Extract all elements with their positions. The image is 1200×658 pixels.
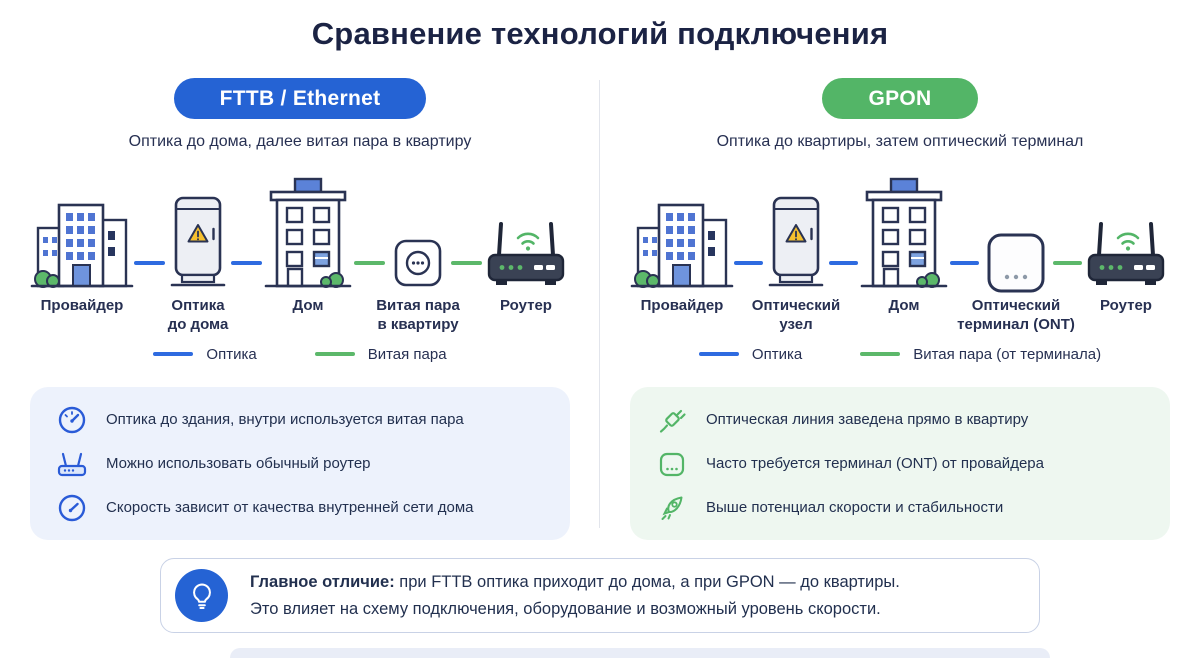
street-cabinet-icon [765, 193, 827, 289]
node-label: Роутер [500, 297, 552, 314]
callout-line2: Это влияет на схему подключения, оборудование и возможный уровень скорости. [250, 599, 881, 618]
optic-line [231, 261, 262, 265]
fiber-plug-icon [656, 405, 688, 435]
callout-line1: при FTTB оптика приходит до дома, а при GPON — до квартиры. [394, 572, 900, 591]
ont-terminal-icon [985, 231, 1047, 295]
wall-outlet-icon [393, 237, 443, 289]
gpon-column [600, 78, 1200, 540]
comparison-columns [0, 78, 1200, 540]
column-divider [599, 80, 600, 528]
gpon-node-house [858, 175, 950, 335]
twisted-pair-line [1053, 261, 1082, 265]
legend-item-twisted-pair: Витая пара (от терминала) [860, 346, 1101, 363]
fttb-node-cabinet [165, 193, 231, 335]
gpon-subtitle: Оптика до квартиры, затем оптический терминал [716, 133, 1084, 150]
speedometer-icon [56, 405, 88, 435]
fttb-subtitle: Оптика до дома, далее витая пара в квартиру [128, 133, 472, 150]
optic-line [829, 261, 858, 265]
optic-line-swatch [699, 352, 739, 356]
gpon-diagram [630, 163, 1170, 335]
fttb-legend [153, 343, 446, 365]
apartment-building-icon [264, 175, 352, 289]
node-label: Дом [292, 297, 324, 314]
fttb-infobox [30, 387, 570, 540]
fttb-node-provider [30, 189, 134, 335]
legend-item-twisted-pair: Витая пара [315, 346, 447, 363]
gpon-node-ont [957, 231, 1075, 335]
callout-lead: Главное отличие: [250, 572, 395, 591]
twisted-pair-line [451, 261, 482, 265]
optic-line [134, 261, 165, 265]
optic-line [950, 261, 979, 265]
node-label: Оптический терминал (ONT) [957, 297, 1075, 333]
node-label: Провайдер [640, 297, 724, 314]
fttb-node-router [482, 213, 570, 335]
gpon-feature-3: Выше потенциал скорости и стабильности [656, 492, 1144, 523]
router-icon [1084, 213, 1168, 289]
fttb-feature-3: Скорость зависит от качества внутренней сети дома [56, 492, 544, 523]
optic-line-swatch [153, 352, 193, 356]
fttb-feature-2: Можно использовать обычный роутер [56, 448, 544, 479]
twisted-pair-line [354, 261, 385, 265]
apartment-building-icon [860, 175, 948, 289]
fttb-feature-1: Оптика до здания, внутри используется витая пара [56, 404, 544, 435]
twisted-pair-swatch [315, 352, 355, 356]
gpon-feature-1: Оптическая линия заведена прямо в квартиру [656, 404, 1144, 435]
page-title: Сравнение технологий подключения [311, 16, 889, 51]
twisted-pair-swatch [860, 352, 900, 356]
node-label: Оптика до дома [167, 297, 229, 333]
gauge-icon [56, 493, 88, 523]
fttb-node-house [262, 175, 354, 335]
rocket-icon [656, 493, 688, 523]
fttb-column [0, 78, 600, 540]
gpon-badge: GPON [822, 78, 977, 119]
provider-building-icon [630, 189, 734, 289]
street-cabinet-icon [167, 193, 229, 289]
next-card-peek [230, 648, 1050, 658]
node-label: Оптический узел [751, 297, 841, 333]
fttb-badge: FTTB / Ethernet [174, 78, 427, 119]
provider-building-icon [30, 189, 134, 289]
gpon-infobox [630, 387, 1170, 540]
fttb-diagram [30, 163, 570, 335]
node-label: Дом [888, 297, 920, 314]
legend-item-optic: Оптика [699, 346, 802, 363]
gpon-legend [699, 343, 1101, 365]
node-label: Витая пара в квартиру [376, 297, 460, 333]
lightbulb-badge [175, 569, 228, 622]
gpon-feature-2: Часто требуется терминал (ONT) от провайдера [656, 448, 1144, 479]
legend-item-optic: Оптика [153, 346, 256, 363]
ont-small-icon [656, 449, 688, 479]
lightbulb-icon [187, 581, 217, 611]
key-difference-callout [160, 558, 1040, 633]
router-icon [484, 213, 568, 289]
fttb-node-outlet [376, 237, 460, 335]
callout-text [250, 569, 900, 622]
optic-line [734, 261, 763, 265]
node-label: Провайдер [40, 297, 124, 314]
gpon-node-optical-node [751, 193, 841, 335]
gpon-node-router [1082, 213, 1170, 335]
node-label: Роутер [1100, 297, 1152, 314]
gpon-node-provider [630, 189, 734, 335]
router-small-icon [56, 449, 88, 479]
